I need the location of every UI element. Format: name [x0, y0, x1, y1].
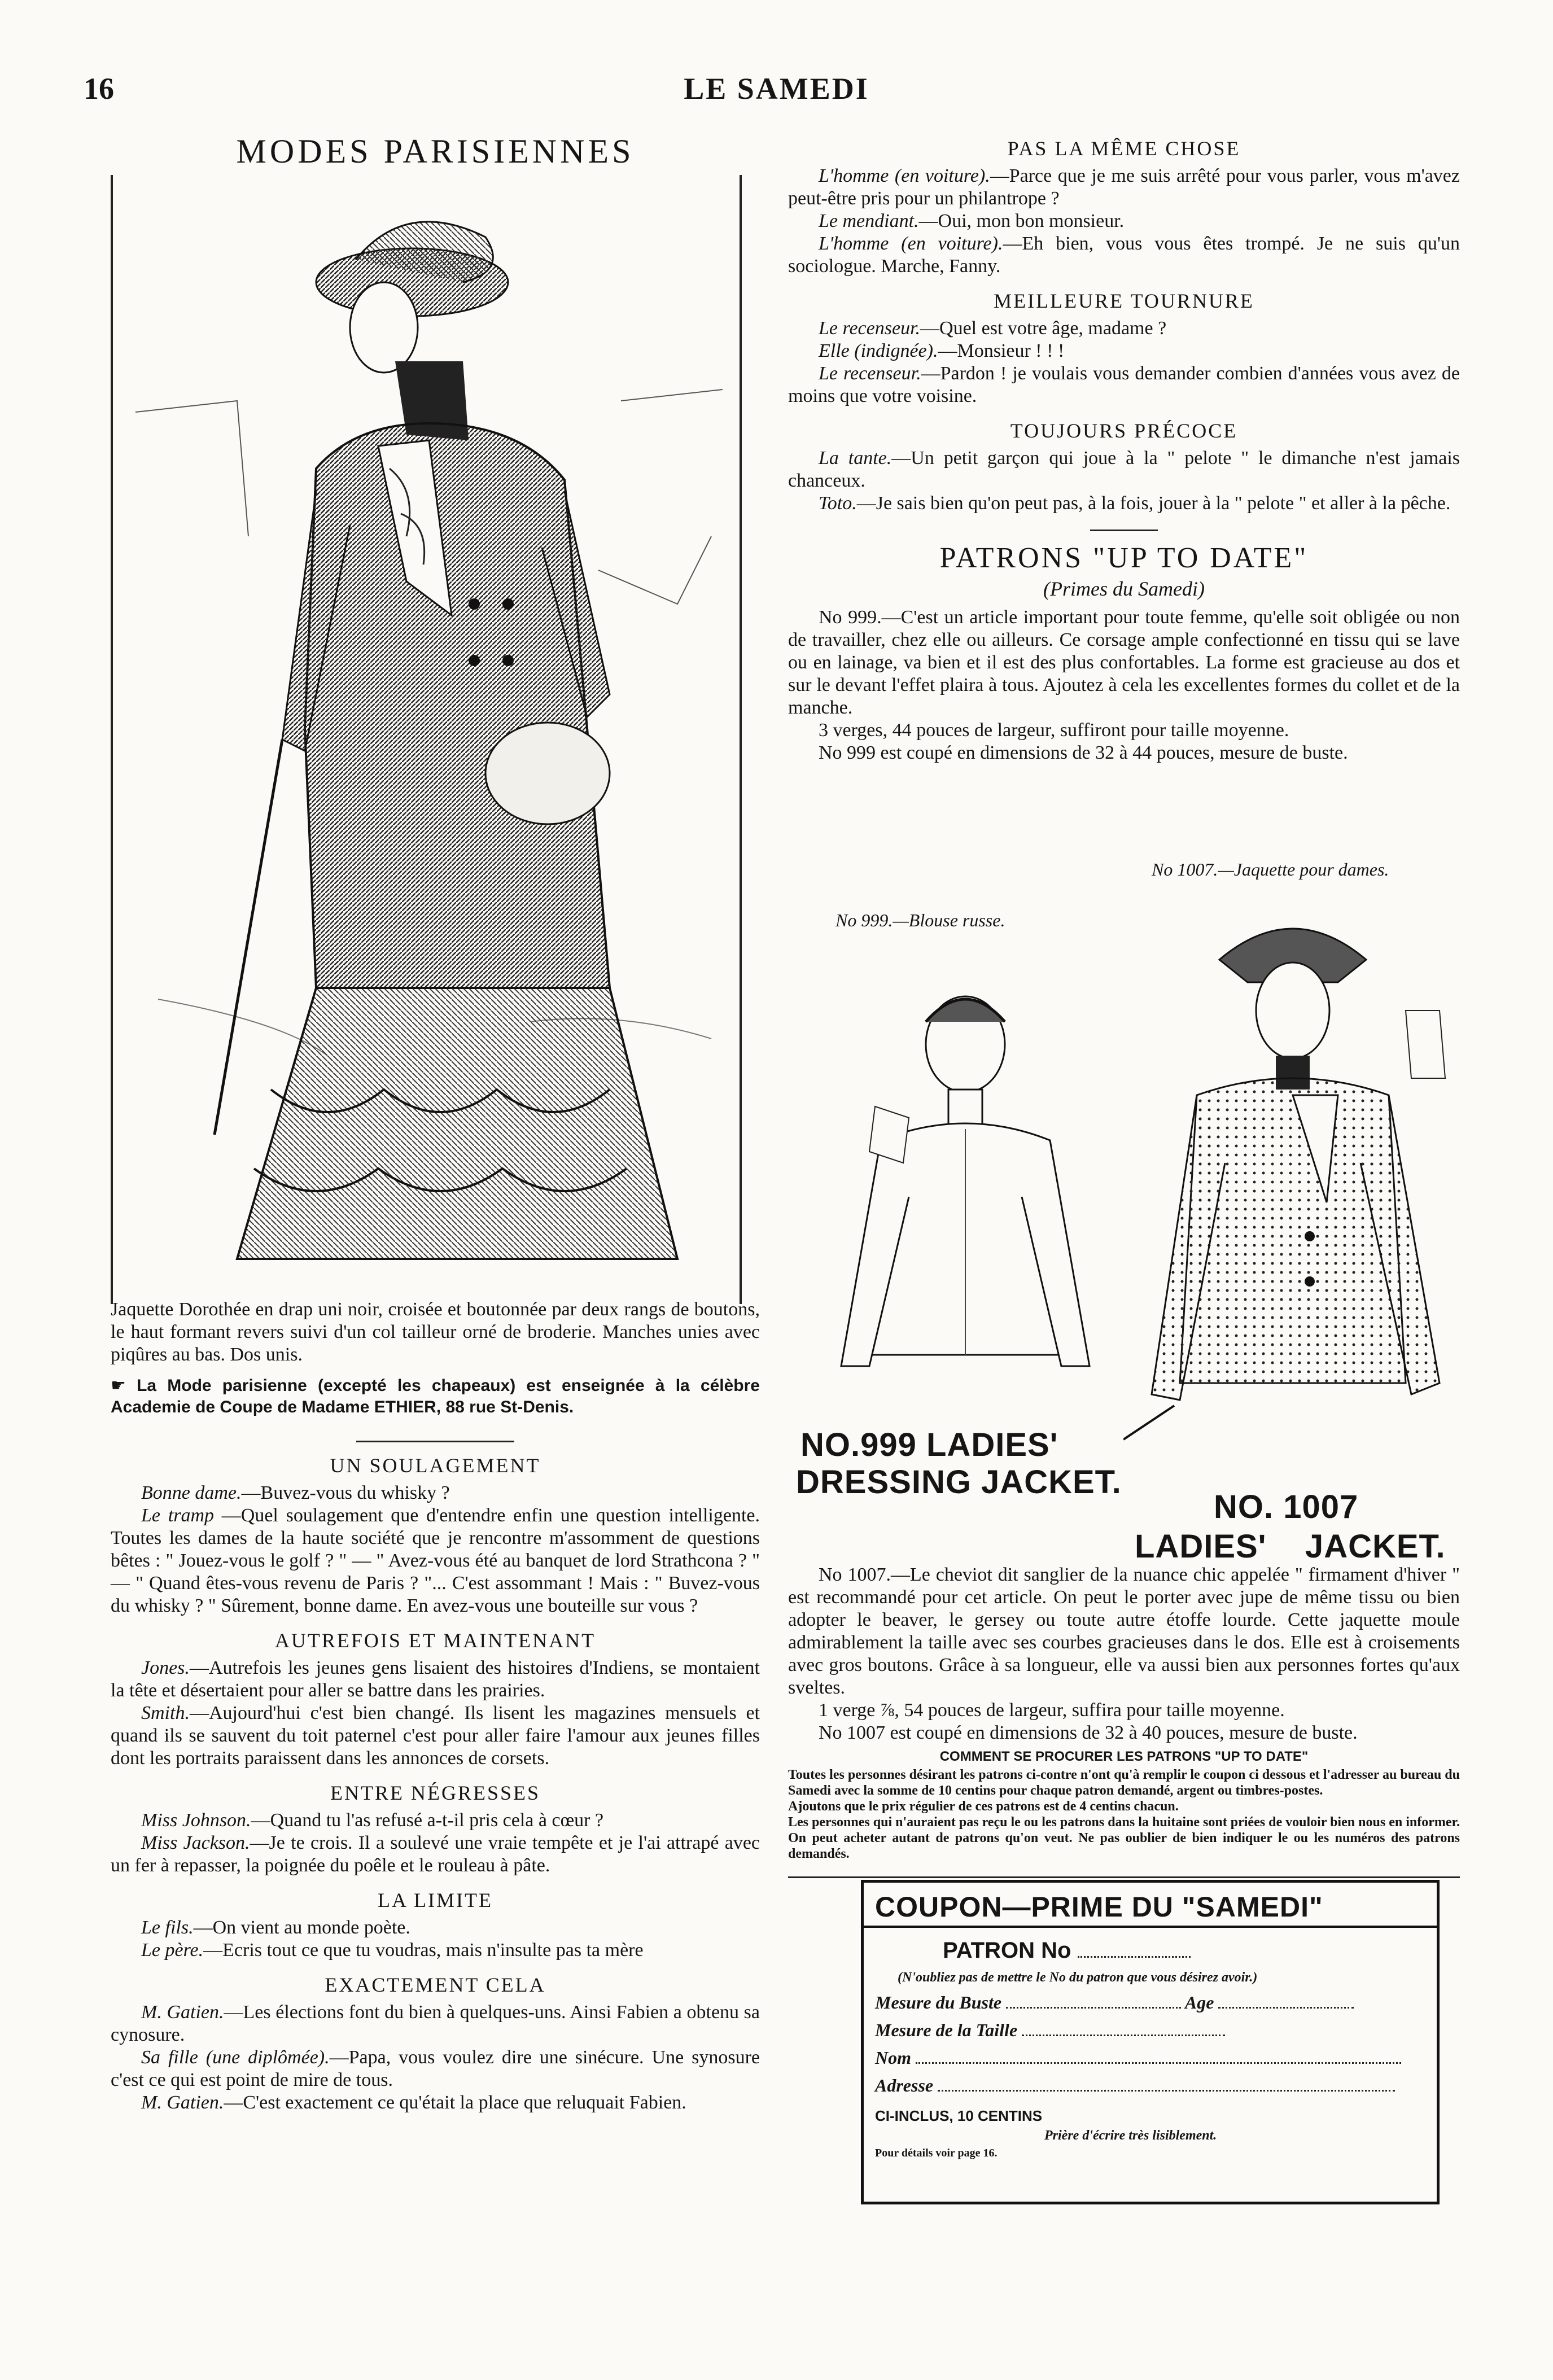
ethier-notice [111, 1375, 760, 1418]
negresses-line: Miss Jackson.—Je te crois. Il a soulevé une vraie tempête et je l'ai attrapé avec un fer à repasser, la poignée du poêle et le rouleau à pâte. [111, 1832, 760, 1876]
illustration-caption: Jaquette Dorothée en drap uni noir, croisée et boutonnée par deux rangs de boutons, le haut formant revers suivi d'un col tailleur orné de broderie. Manches unies avec piqûres au bas. Dos unis. [111, 1299, 760, 1365]
meilleure-line: Elle (indignée).—Monsieur ! ! ! [819, 340, 1065, 361]
comment-title: COMMENT SE PROCURER LES PATRONS "UP TO DATE" [939, 1749, 1309, 1764]
autrefois-title: AUTREFOIS ET MAINTENANT [274, 1629, 596, 1652]
pointing-hand-icon: ☛ [111, 1376, 126, 1395]
comment-line: Toutes les personnes désirant les patrons ci-contre n'ont qu'à remplir le coupon ci dessous et l'adresser au bureau du Samedi avec la somme de 10 centins pour chaque patron demandé, argent ou timbres-postes. [788, 1768, 1460, 1798]
coupon-adresse-row[interactable] [864, 2072, 1437, 2099]
ethier-notice-text: La Mode parisienne (excepté les chapeaux) est enseignée à la célèbre Academie de Coupe de Madame ETHIER, 88 rue St-Denis. [111, 1376, 760, 1416]
page-number: 16 [84, 72, 114, 106]
toujours-line: La tante.—Un petit garçon qui joue à la " pelote " le dimanche n'est jamais chanceux. [788, 448, 1460, 491]
blouse-999-illustration [813, 960, 1106, 1445]
coupon-adresse-field[interactable] [938, 2090, 1395, 2092]
autrefois-line: Jones.—Autrefois les jeunes gens lisaient des histoires d'Indiens, se montaient la tête et désertaient pour aller se battre dans les prairies. [111, 1657, 760, 1701]
meilleure-title: MEILLEURE TOURNURE [994, 290, 1254, 312]
exactement-title: EXACTEMENT CELA [325, 1974, 546, 1996]
pas-line: L'homme (en voiture).—Parce que je me suis arrêté pour vous parler, vous m'avez peut-être pris pour un philantrope ? [788, 165, 1460, 209]
woman-in-jacket-engraving [113, 175, 740, 1304]
divider [788, 1876, 1460, 1878]
divider [356, 1441, 514, 1442]
coupon-title: COUPON—PRIME DU "SAMEDI" [864, 1883, 1437, 1928]
coupon-note: (N'oubliez pas de mettre le No du patron que vous désirez avoir.) [898, 1970, 1258, 1985]
coupon-nom-label: Nom [875, 2048, 911, 2068]
coupon-buste-row[interactable] [864, 1989, 1437, 2016]
patrons-title: PATRONS "UP TO DATE" [939, 542, 1309, 574]
soulagement-line: Le tramp —Quel soulagement que d'entendre enfin une question intelligente. Toutes les dames de la haute société que je rencontre m'assomment de questions bêtes : " Jouez-vous le golf ? " — " Avez-vous été au banquet de lord Strathcona ? " — " Quand êtes-vous revenu de Paris ? "... C'est assommant ! Mais : " Buvez-vous du whisky ? " Sûrement, bonne dame. En avez-vous une bouteille sur vous ? [111, 1505, 760, 1616]
label-1007-b: LADIES' JACKET. [1135, 1528, 1446, 1565]
soulagement-title: UN SOULAGEMENT [330, 1454, 541, 1477]
coupon-patron-row[interactable] [864, 1928, 1437, 1967]
label-999-a: NO.999 LADIES' [800, 1427, 1058, 1463]
soulagement-line: Bonne dame.—Buvez-vous du whisky ? [141, 1482, 450, 1503]
caption-999: No 999.—Blouse russe. [835, 910, 1005, 930]
coupon-taille-row[interactable] [864, 2016, 1437, 2044]
patrons-subtitle: (Primes du Samedi) [1043, 578, 1205, 600]
label-1007-a: NO. 1007 [1214, 1489, 1359, 1525]
coupon-age-field[interactable] [1218, 2007, 1354, 2009]
patron-1007-sizes: No 1007 est coupé en dimensions de 32 à 40 pouces, mesure de buste. [819, 1722, 1358, 1743]
patron-999-sizes: No 999 est coupé en dimensions de 32 à 44 pouces, mesure de buste. [819, 742, 1348, 763]
coupon-taille-field[interactable] [1022, 2035, 1225, 2036]
right-column [788, 137, 1460, 764]
comment-line: Les personnes qui n'auraient pas reçu le ou les patrons dans la huitaine sont priées de vouloir bien nous en informer. On peut acheter autant de patrons qu'on veut. Ne pas oublier de bien indiquer le ou les numéros des patrons demandés. [788, 1815, 1460, 1861]
patron-1007-block [788, 1564, 1460, 1886]
coupon-patron-field[interactable] [1078, 1956, 1191, 1958]
coupon-buste-field[interactable] [1006, 2007, 1181, 2009]
modes-title: MODES PARISIENNES [236, 133, 635, 170]
pas-line: Le mendiant.—Oui, mon bon monsieur. [819, 211, 1125, 231]
divider [1090, 530, 1158, 531]
label-999-b: DRESSING JACKET. [796, 1464, 1122, 1500]
coupon-inclus: CI-INCLUS, 10 CENTINS [875, 2107, 1043, 2124]
coupon-patron-label: PATRON No [943, 1938, 1071, 1963]
jacket-engraving [1123, 898, 1473, 1479]
toujours-title: TOUJOURS PRÉCOCE [1010, 419, 1238, 442]
left-body [111, 1298, 760, 2114]
patron-999-text: No 999.—C'est un article important pour toute femme, qu'elle soit obligée ou non de travailler, chez elle ou ailleurs. Ce corsage ample confectionné en tissu qui se lave ou en lainage, va bien et il est des plus confortables. La forme est gracieuse au dos et sur le devant l'effet plaira à tous. Ajoutez à cela les excellentes formes du collet et de la manche. [788, 607, 1460, 718]
jacket-1007-illustration [1123, 898, 1473, 1479]
exactement-line: M. Gatien.—C'est exactement ce qu'était la place que reluquait Fabien. [141, 2092, 686, 2113]
patron-999-yardage: 3 verges, 44 pouces de largeur, suffiront pour taille moyenne. [819, 720, 1289, 741]
meilleure-line: Le recenseur.—Quel est votre âge, madame ? [819, 318, 1167, 339]
coupon-nom-field[interactable] [916, 2062, 1401, 2064]
meilleure-line: Le recenseur.—Pardon ! je voulais vous demander combien d'années vous avez de moins que votre voisine. [788, 363, 1460, 406]
journal-title: LE SAMEDI [684, 72, 869, 106]
coupon-prier: Prière d'écrire très lisiblement. [1044, 2128, 1217, 2143]
coupon-details: Pour détails voir page 16. [875, 2147, 998, 2159]
comment-line: Ajoutons que le prix régulier de ces patrons est de 4 centins chacun. [788, 1799, 1179, 1814]
coupon-age-label: Age [1184, 1992, 1214, 2013]
pas-line: L'homme (en voiture).—Eh bien, vous vous êtes trompé. Je ne suis qu'un sociologue. Marche, Fanny. [788, 233, 1460, 277]
coupon-nom-row[interactable] [864, 2044, 1437, 2072]
limite-line: Le fils.—On vient au monde poète. [141, 1917, 410, 1938]
patron-1007-text: No 1007.—Le cheviot dit sanglier de la nuance chic appelée " firmament d'hiver " est recommandé pour cet article. On peut le porter avec jupe de même tissu ou bien adopter le beaver, le gersey ou toute autre étoffe lourde. Cette jaquette moule admirablement la taille avec ses courbes gracieuses dans le dos. Elle est à croisements avec gros boutons. Grâce à sa longueur, elle va aussi bien aux personnes fortes qu'aux sveltes. [788, 1564, 1460, 1698]
coupon-adresse-label: Adresse [875, 2075, 934, 2095]
exactement-line: M. Gatien.—Les élections font du bien à quelques-uns. Ainsi Fabien a obtenu sa cynosure. [111, 2002, 760, 2045]
patron-1007-yardage: 1 verge ⅞, 54 pouces de largeur, suffira pour taille moyenne. [819, 1700, 1285, 1721]
limite-title: LA LIMITE [378, 1889, 493, 1911]
pas-title: PAS LA MÊME CHOSE [1007, 137, 1241, 160]
fashion-illustration [111, 175, 742, 1304]
caption-1007: No 1007.—Jaquette pour dames. [1152, 859, 1389, 880]
negresses-title: ENTRE NÉGRESSES [330, 1782, 541, 1804]
coupon-buste-label: Mesure du Buste [875, 1992, 1002, 2013]
autrefois-line: Smith.—Aujourd'hui c'est bien changé. Ils lisent les magazines mensuels et quand ils se sauvent du toit paternel c'est pour aller faire l'amour aux jeunes filles dont les portraits paraissent dans les annonces de corsets. [111, 1703, 760, 1769]
negresses-line: Miss Johnson.—Quand tu l'as refusé a-t-il pris cela à cœur ? [141, 1810, 604, 1831]
limite-line: Le père.—Ecris tout ce que tu voudras, mais n'insulte pas ta mère [141, 1940, 644, 1961]
toujours-line: Toto.—Je sais bien qu'on peut pas, à la fois, jouer à la " pelote " et aller à la pêche. [819, 493, 1451, 514]
exactement-line: Sa fille (une diplômée).—Papa, vous voulez dire une sinécure. Une synosure c'est ce qui est point de mire de tous. [111, 2047, 760, 2090]
coupon-taille-label: Mesure de la Taille [875, 2020, 1018, 2040]
blouse-engraving [813, 960, 1106, 1445]
coupon-box[interactable] [861, 1880, 1440, 2204]
